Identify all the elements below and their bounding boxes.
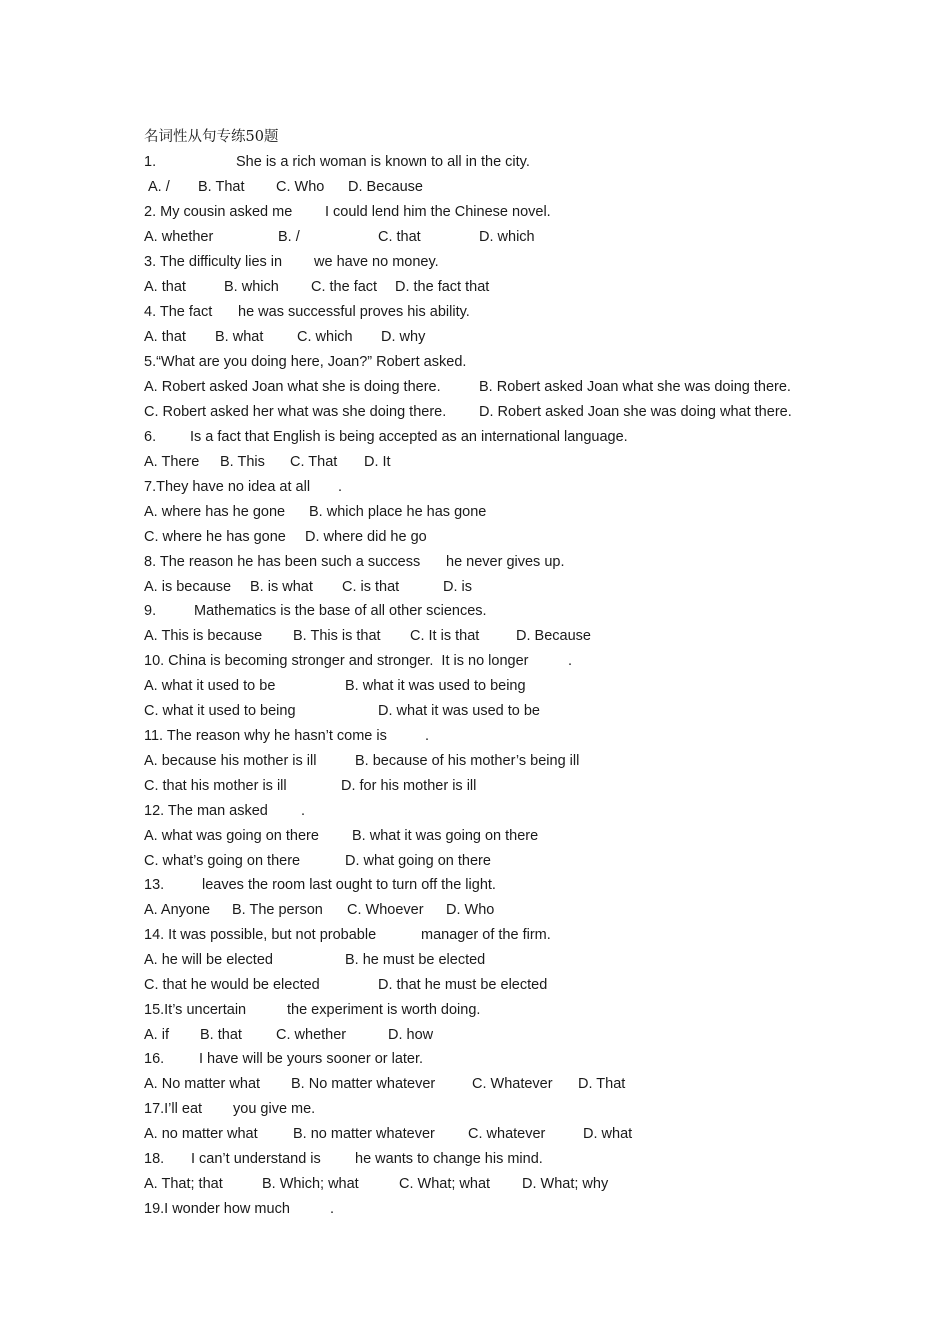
question-text: 11. The reason why he hasn’t come is <box>144 728 387 744</box>
option-d: D. where did he go <box>305 529 427 545</box>
question-text: 17.I’ll eat <box>144 1101 203 1117</box>
question-text: 8. The reason he has been such a success <box>144 554 421 570</box>
question-text: 4. The fact <box>144 304 213 320</box>
question-text-after-blank: he wants to change his mind. <box>355 1151 543 1167</box>
question-text: I can’t understand is <box>191 1151 321 1167</box>
question-text-after-blank: he was successful proves his ability. <box>238 304 470 320</box>
question-4-options <box>144 326 426 348</box>
option-c: C. That <box>290 454 338 470</box>
option-b: B. no matter whatever <box>293 1126 435 1142</box>
option-b: B. what it was used to being <box>345 678 526 694</box>
question-number: 18. <box>144 1151 165 1167</box>
option-c: C. what it used to being <box>144 703 296 719</box>
option-a: A. he will be elected <box>144 952 273 968</box>
option-a: A. where has he gone <box>144 504 286 520</box>
question-11 <box>144 725 430 747</box>
option-b: B. which <box>224 279 279 295</box>
question-14-options-row-1 <box>144 949 486 971</box>
question-15-options <box>144 1024 434 1046</box>
question-5: 5.“What are you doing here, Joan?” Robert asked. <box>144 354 467 370</box>
question-13-options <box>144 899 495 921</box>
option-a: A. No matter what <box>144 1076 261 1092</box>
question-18-options <box>144 1173 609 1195</box>
question-12 <box>144 800 306 822</box>
option-d: D. what <box>583 1126 633 1142</box>
question-text-after-blank: I could lend him the Chinese novel. <box>325 204 551 220</box>
option-a: A. what was going on there <box>144 828 319 844</box>
question-text-after-blank: he never gives up. <box>446 554 565 570</box>
option-a: A. that <box>144 329 186 345</box>
option-b: B. / <box>278 229 300 245</box>
option-d: D. what it was used to be <box>378 703 540 719</box>
question-text-after-blank: . <box>568 653 573 669</box>
question-6-options <box>144 451 391 473</box>
option-d: D. Who <box>446 902 495 918</box>
option-a: A. no matter what <box>144 1126 258 1142</box>
question-4 <box>144 301 470 323</box>
option-b: B. that <box>200 1027 242 1043</box>
question-16 <box>144 1048 424 1070</box>
question-text-after-blank: the experiment is worth doing. <box>287 1002 481 1018</box>
option-c: C. whether <box>276 1027 347 1043</box>
question-text: 14. It was possible, but not probable <box>144 927 377 943</box>
question-text: 7.They have no idea at all <box>144 479 311 495</box>
question-11-options-row-2 <box>144 775 477 797</box>
option-b: B. The person <box>232 902 323 918</box>
option-c: C. whatever <box>468 1126 546 1142</box>
question-15 <box>144 999 481 1021</box>
option-d: D. Because <box>516 628 591 644</box>
question-text: Is a fact that English is being accepted as an international language. <box>190 429 628 445</box>
question-number: 9. <box>144 603 157 619</box>
question-16-options <box>144 1073 626 1095</box>
option-c: C. that he would be elected <box>144 977 320 993</box>
page-title: 名词性从句专练50题 <box>144 129 279 145</box>
question-text-after-blank: . <box>301 803 306 819</box>
question-number: 16. <box>144 1051 165 1067</box>
question-text: 15.It’s uncertain <box>144 1002 247 1018</box>
question-9 <box>144 600 487 622</box>
option-b: B. This is that <box>293 628 381 644</box>
option-a: A. is because <box>144 579 232 595</box>
option-d: D. Robert asked Joan she was doing what there. <box>479 404 792 420</box>
question-7-options-row-2 <box>144 526 427 548</box>
question-3-options <box>144 276 490 298</box>
question-number: 13. <box>144 877 165 893</box>
option-d: D. that he must be elected <box>378 977 548 993</box>
question-2 <box>144 201 551 223</box>
question-number: 1. <box>144 154 157 170</box>
question-9-options <box>144 625 591 647</box>
option-a: A. if <box>144 1027 169 1043</box>
question-2-options <box>144 226 535 248</box>
question-18 <box>144 1148 543 1170</box>
question-17 <box>144 1098 316 1120</box>
question-text-after-blank: manager of the firm. <box>421 927 551 943</box>
option-c: C. the fact <box>311 279 378 295</box>
option-a: A. That; that <box>144 1176 223 1192</box>
option-d: D. Because <box>348 179 423 195</box>
question-text: I have will be yours sooner or later. <box>199 1051 424 1067</box>
option-d: D. what going on there <box>345 853 491 869</box>
question-10 <box>144 650 573 672</box>
option-a: A. Robert asked Joan what she is doing there. <box>144 379 441 395</box>
option-c: C. is that <box>342 579 400 595</box>
option-b: B. what it was going on there <box>352 828 539 844</box>
option-c: C. which <box>297 329 353 345</box>
question-number: 6. <box>144 429 157 445</box>
question-text-after-blank: . <box>330 1201 335 1217</box>
option-b: B. because of his mother’s being ill <box>355 753 580 769</box>
question-text-after-blank: . <box>425 728 430 744</box>
question-5-options-row-2 <box>144 401 792 423</box>
option-c: C. where he has gone <box>144 529 286 545</box>
question-8 <box>144 551 565 573</box>
option-a: A. that <box>144 279 186 295</box>
question-19 <box>144 1198 335 1220</box>
option-a: A. what it used to be <box>144 678 276 694</box>
option-b: B. he must be elected <box>345 952 486 968</box>
option-b: B. Robert asked Joan what she was doing there. <box>479 379 791 395</box>
option-c: C. what’s going on there <box>144 853 301 869</box>
question-text: 19.I wonder how much <box>144 1201 290 1217</box>
option-b: B. what <box>215 329 264 345</box>
option-c: C. Who <box>276 179 325 195</box>
question-1 <box>144 151 530 173</box>
option-d: D. is <box>443 579 472 595</box>
option-b: B. which place he has gone <box>309 504 487 520</box>
question-13 <box>144 874 496 896</box>
question-text: Mathematics is the base of all other sciences. <box>194 603 487 619</box>
question-text-after-blank: we have no money. <box>314 254 439 270</box>
question-text: 12. The man asked <box>144 803 268 819</box>
option-c: C. that his mother is ill <box>144 778 287 794</box>
question-text-after-blank: . <box>338 479 343 495</box>
option-c: C. What; what <box>399 1176 491 1192</box>
option-d: D. how <box>388 1027 434 1043</box>
question-14-options-row-2 <box>144 974 548 996</box>
question-7-options-row-1 <box>144 501 487 523</box>
option-a: A. whether <box>144 229 214 245</box>
option-a: A. This is because <box>144 628 263 644</box>
option-d: D. which <box>479 229 535 245</box>
question-1-options <box>144 176 423 198</box>
option-b: B. is what <box>250 579 313 595</box>
option-d: D. What; why <box>522 1176 609 1192</box>
question-text: 10. China is becoming stronger and stronger. It is no longer <box>144 653 529 669</box>
question-10-options-row-2 <box>144 700 540 722</box>
question-7 <box>144 476 343 498</box>
option-b: B. Which; what <box>262 1176 359 1192</box>
question-text-after-blank: you give me. <box>233 1101 316 1117</box>
option-c: C. It is that <box>410 628 480 644</box>
question-5-options-row-1 <box>144 376 791 398</box>
option-a: A. / <box>148 179 170 195</box>
question-text: 3. The difficulty lies in <box>144 254 283 270</box>
option-d: D. That <box>578 1076 626 1092</box>
question-11-options-row-1 <box>144 750 580 772</box>
option-d: D. for his mother is ill <box>341 778 477 794</box>
question-12-options-row-2 <box>144 850 491 872</box>
option-d: D. why <box>381 329 426 345</box>
option-b: B. That <box>198 179 245 195</box>
option-b: B. No matter whatever <box>291 1076 436 1092</box>
option-c: C. Whatever <box>472 1076 553 1092</box>
option-a: A. Anyone <box>144 902 211 918</box>
option-b: B. This <box>220 454 265 470</box>
question-3 <box>144 251 439 273</box>
option-c: C. that <box>378 229 421 245</box>
option-c: C. Robert asked her what was she doing there. <box>144 404 447 420</box>
question-10-options-row-1 <box>144 675 526 697</box>
option-c: C. Whoever <box>347 902 424 918</box>
option-a: A. because his mother is ill <box>144 753 317 769</box>
option-a: A. There <box>144 454 200 470</box>
question-8-options <box>144 576 472 598</box>
question-12-options-row-1 <box>144 825 539 847</box>
option-d: D. the fact that <box>395 279 490 295</box>
option-d: D. It <box>364 454 391 470</box>
question-text: leaves the room last ought to turn off the light. <box>202 877 496 893</box>
question-text: She is a rich woman is known to all in the city. <box>236 154 530 170</box>
question-6 <box>144 426 628 448</box>
question-17-options <box>144 1123 633 1145</box>
question-14 <box>144 924 551 946</box>
question-text: 2. My cousin asked me <box>144 204 293 220</box>
